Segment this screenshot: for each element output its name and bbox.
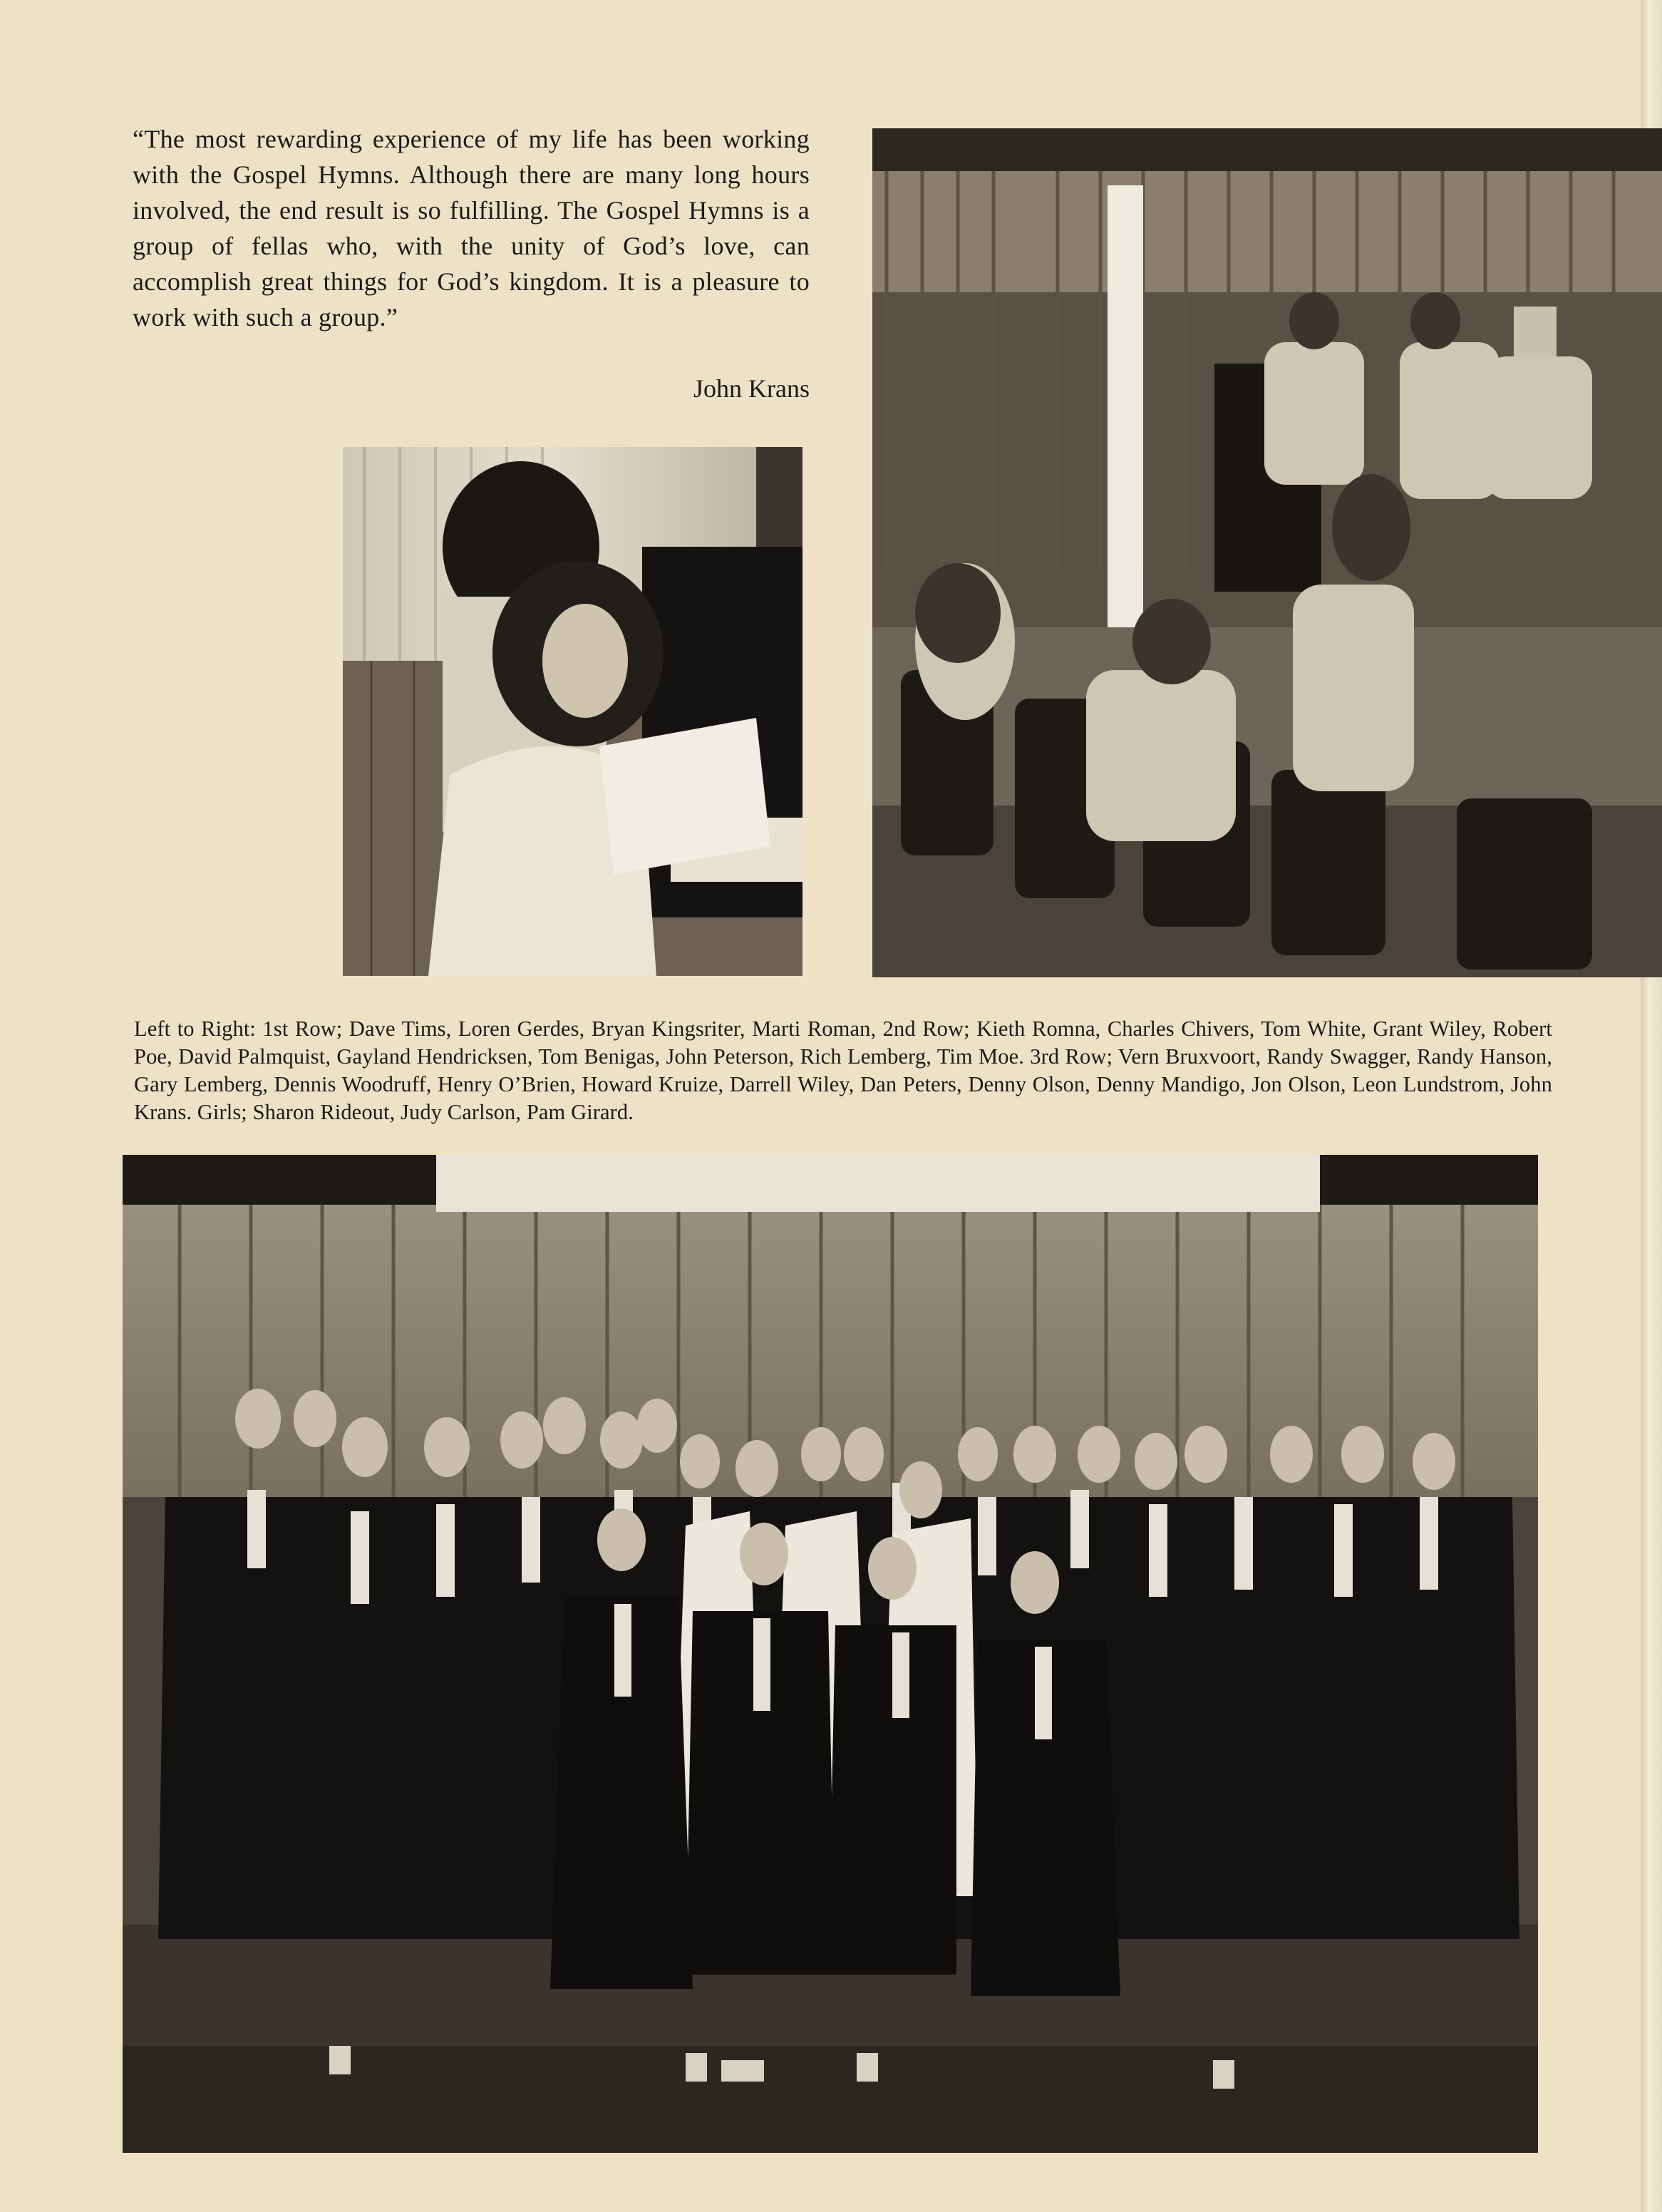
photo-piano-rehearsal [343,447,802,976]
photo-choir-rehearsal [872,128,1662,977]
photo-group-portrait [123,1155,1538,2153]
photo-caption: Left to Right: 1st Row; Dave Tims, Loren Gerdes, Bryan Kingsriter, Marti Roman, 2nd Row; Kieth Romna, Charles Chivers, Tom White, Grant Wiley, Robert Poe, David Palmquist, Gayland Hendricksen, Tom Benigas, John Peterson, Rich Lemberg, Tim Moe. 3rd Row; Vern Bruxvoort, Randy Swagger, Randy Hanson, Gary Lemberg, Dennis Woodruff, Henry O’Brien, Howard Kruize, Darrell Wiley, Dan Peters, Denny Olson, Denny Mandigo, Jon Olson, Leon Lundstrom, John Krans. Girls; Sharon Rideout, Judy Carlson, Pam Girard. [134,1017,1552,1124]
quote-attribution: John Krans [693,374,810,403]
quote-text: “The most rewarding experience of my life has been working with the Gospel Hymns. Although there are many long hours involved, the end result is so fulfilling. The Gospel Hymns is a group of fellas who, with the unity of God’s love, can accomplish great things for God’s kingdom. It is a pleasure to work with such a group.” [133,125,810,331]
